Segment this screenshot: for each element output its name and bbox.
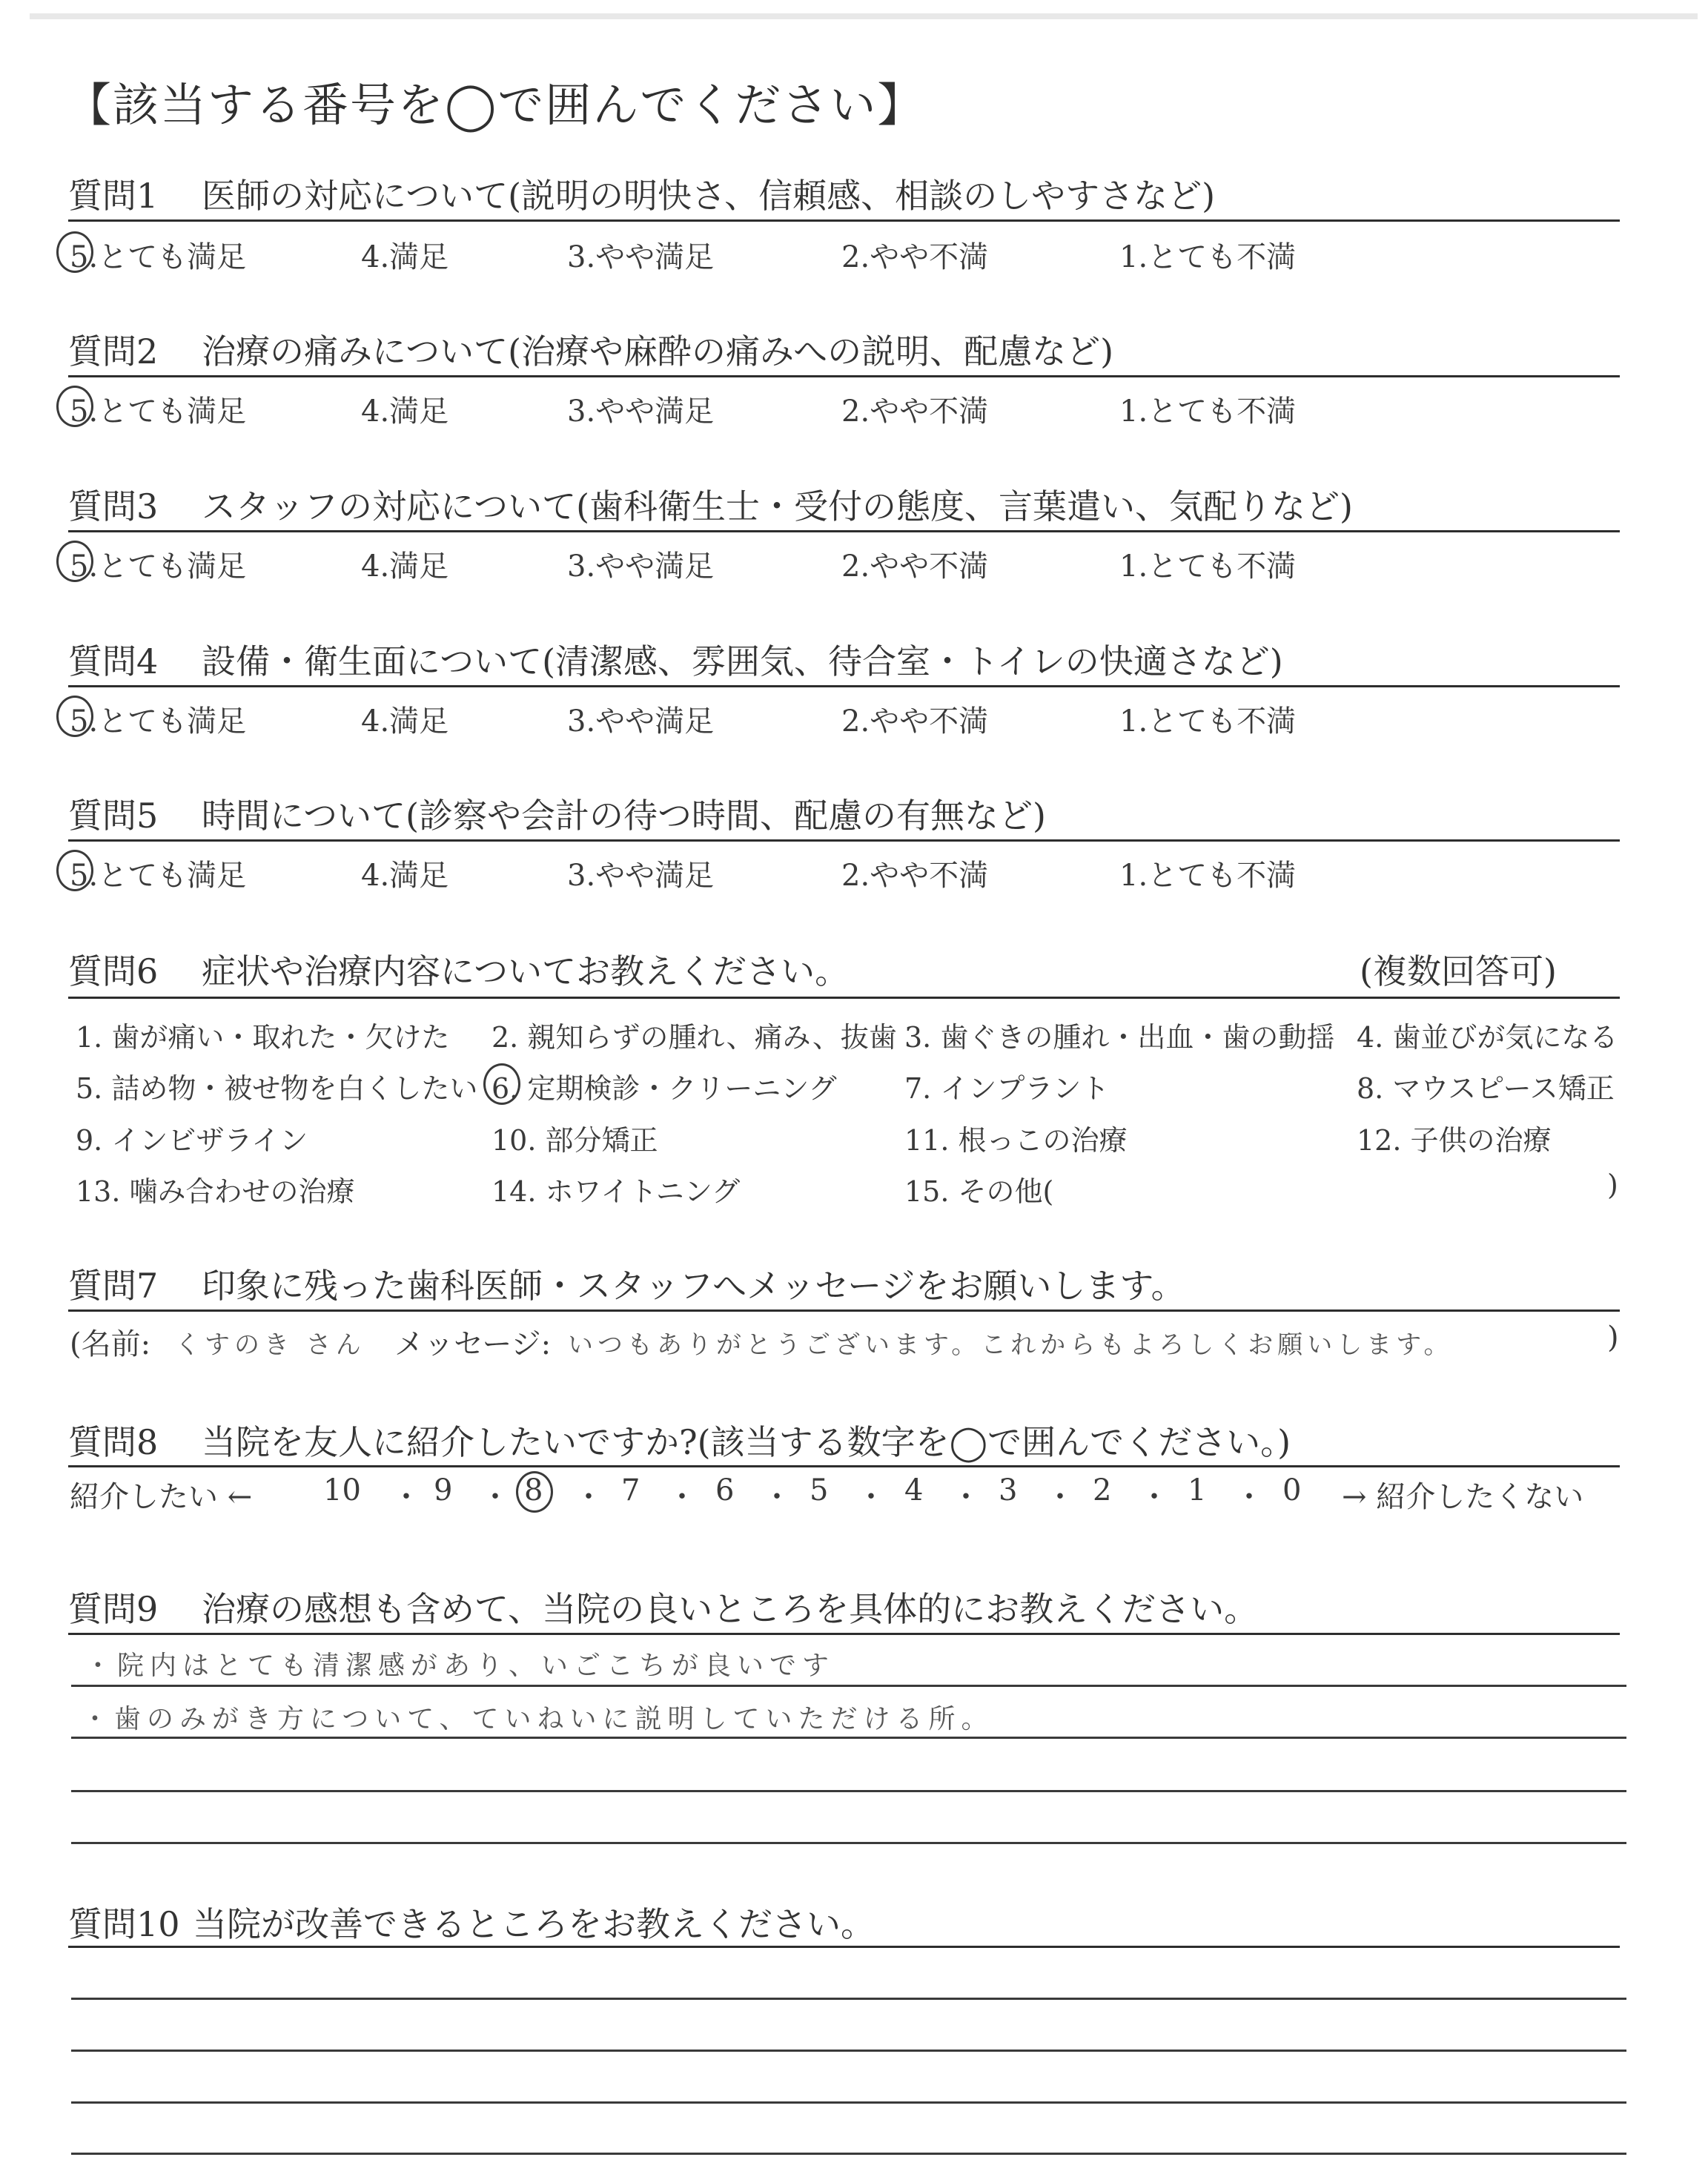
rule-line <box>68 1309 1620 1312</box>
option-4-q3[interactable]: 4.満足 <box>361 549 449 584</box>
rule-line <box>68 1465 1620 1467</box>
q6-option-8[interactable]: 8. マウスピース矯正 <box>1357 1072 1615 1105</box>
question-3-title <box>68 480 1353 529</box>
q6-option-13[interactable]: 13. 噛み合わせの治療 <box>76 1175 355 1208</box>
question-number: 質問3 <box>68 486 159 526</box>
answer-line <box>71 2153 1626 2155</box>
question-text: 当院を友人に紹介したいですか?(該当する数字を◯で囲んでください。) <box>202 1422 1291 1462</box>
option-4-q1[interactable]: 4.満足 <box>361 240 449 274</box>
score-separator: ・ <box>574 1480 603 1514</box>
option-1-q3[interactable]: 1.とても不満 <box>1119 549 1297 584</box>
option-2-q2[interactable]: 2.やや不満 <box>841 394 989 429</box>
question-2-title <box>68 325 1113 374</box>
score-1[interactable]: 1 <box>1188 1473 1207 1507</box>
scan-edge <box>30 13 1698 19</box>
option-5-q4[interactable]: 5.とても満足 <box>70 704 247 739</box>
score-4[interactable]: 4 <box>904 1473 924 1507</box>
q6-option-12[interactable]: 12. 子供の治療 <box>1357 1124 1552 1157</box>
question-6-title <box>68 945 849 994</box>
option-3-q1[interactable]: 3.やや満足 <box>567 240 715 274</box>
question-number: 質問4 <box>68 641 159 681</box>
score-separator: ・ <box>1139 1480 1169 1514</box>
multiple-answers-note: (複数回答可) <box>1360 951 1557 991</box>
score-separator: ・ <box>480 1480 510 1514</box>
score-8[interactable]: 8 <box>524 1473 543 1507</box>
q6-option-15[interactable]: 15. その他( <box>904 1175 1054 1208</box>
answer-line <box>71 1685 1626 1687</box>
question-7-title <box>68 1259 1185 1308</box>
answer-line <box>71 1998 1626 2000</box>
score-separator: ・ <box>856 1480 886 1514</box>
rule-line <box>68 1946 1620 1948</box>
recommend-left-label: 紹介したい ← <box>70 1480 253 1514</box>
option-3-q4[interactable]: 3.やや満足 <box>567 704 715 739</box>
question-text: 症状や治療内容についてお教えください。 <box>202 951 850 991</box>
q6-option-1[interactable]: 1. 歯が痛い・取れた・欠けた <box>76 1021 450 1054</box>
q6-other-close-paren: ) <box>1607 1169 1618 1201</box>
score-separator: ・ <box>762 1480 792 1514</box>
message-label: メッセージ: <box>394 1327 552 1361</box>
question-number: 質問1 <box>68 176 159 216</box>
question-text: 当院が改善できるところをお教えください。 <box>193 1904 875 1944</box>
answer-line <box>71 1790 1626 1792</box>
score-2[interactable]: 2 <box>1093 1473 1112 1507</box>
question-number: 質問5 <box>68 796 159 836</box>
option-2-q5[interactable]: 2.やや不満 <box>841 859 989 893</box>
form-header: 【該当する番号を◯で囲んでください】 <box>65 78 925 132</box>
question-text: スタッフの対応について(歯科衛生士・受付の態度、言葉遣い、気配りなど) <box>202 486 1353 526</box>
option-5-q2[interactable]: 5.とても満足 <box>70 394 247 429</box>
question-4-title <box>68 635 1283 684</box>
q6-option-5[interactable]: 5. 詰め物・被せ物を白くしたい <box>76 1072 478 1105</box>
rule-line <box>68 530 1620 532</box>
option-5-q3[interactable]: 5.とても満足 <box>70 549 247 584</box>
question-1-title <box>68 169 1215 218</box>
answer-line <box>71 2050 1626 2052</box>
option-1-q1[interactable]: 1.とても不満 <box>1119 240 1297 274</box>
q6-option-7[interactable]: 7. インプラント <box>904 1072 1110 1105</box>
score-7[interactable]: 7 <box>621 1473 640 1507</box>
score-separator: ・ <box>391 1480 421 1514</box>
q6-option-6[interactable]: 6. 定期検診・クリーニング <box>491 1072 837 1105</box>
score-9[interactable]: 9 <box>434 1473 453 1507</box>
q6-option-9[interactable]: 9. インビザライン <box>76 1124 308 1157</box>
question-8-title <box>68 1416 1291 1464</box>
rule-line <box>68 1633 1620 1635</box>
score-separator: ・ <box>951 1480 981 1514</box>
option-2-q1[interactable]: 2.やや不満 <box>841 240 989 274</box>
option-5-q1[interactable]: 5.とても満足 <box>70 240 247 274</box>
question-text: 治療の感想も含めて、当院の良いところを具体的にお教えください。 <box>202 1589 1259 1629</box>
question-text: 時間について(診察や会計の待つ時間、配慮の有無など) <box>202 796 1046 836</box>
option-4-q4[interactable]: 4.満足 <box>361 704 449 739</box>
option-4-q2[interactable]: 4.満足 <box>361 394 449 429</box>
score-6[interactable]: 6 <box>715 1473 735 1507</box>
score-separator: ・ <box>1045 1480 1075 1514</box>
question-number: 質問7 <box>68 1266 159 1306</box>
score-5[interactable]: 5 <box>810 1473 829 1507</box>
option-1-q4[interactable]: 1.とても不満 <box>1119 704 1297 739</box>
q9-answer-2[interactable]: ・歯のみがき方について、ていねいに説明していただける所。 <box>82 1704 994 1734</box>
question-text: 医師の対応について(説明の明快さ、信頼感、相談のしやすさなど) <box>202 176 1216 216</box>
q6-option-4[interactable]: 4. 歯並びが気になる <box>1357 1021 1618 1054</box>
score-10[interactable]: 10 <box>323 1473 361 1507</box>
option-3-q3[interactable]: 3.やや満足 <box>567 549 715 584</box>
score-separator: ・ <box>1234 1480 1264 1514</box>
q6-option-2[interactable]: 2. 親知らずの腫れ、痛み、抜歯 <box>491 1021 897 1054</box>
recommend-right-label: → 紹介したくない <box>1342 1480 1584 1514</box>
option-2-q4[interactable]: 2.やや不満 <box>841 704 989 739</box>
question-text: 治療の痛みについて(治療や麻酔の痛みへの説明、配慮など) <box>202 331 1114 371</box>
name-handwritten[interactable]: くすのき さん <box>175 1330 365 1360</box>
option-1-q5[interactable]: 1.とても不満 <box>1119 859 1297 893</box>
q6-option-14[interactable]: 14. ホワイトニング <box>491 1175 741 1208</box>
rule-line <box>68 219 1620 222</box>
question-number: 質問10 <box>68 1904 180 1944</box>
question-number: 質問6 <box>68 951 159 991</box>
answer-line <box>71 1737 1626 1739</box>
question-9-title <box>68 1582 1258 1631</box>
q6-option-10[interactable]: 10. 部分矯正 <box>491 1124 658 1157</box>
option-3-q5[interactable]: 3.やや満足 <box>567 859 715 893</box>
question-10-title <box>68 1898 875 1946</box>
q7-close-paren: ) <box>1607 1321 1619 1355</box>
score-separator: ・ <box>667 1480 697 1514</box>
q6-option-11[interactable]: 11. 根っこの治療 <box>904 1124 1128 1157</box>
question-text: 設備・衛生面について(清潔感、雰囲気、待合室・トイレの快適さなど) <box>202 641 1283 681</box>
message-handwritten[interactable]: いつもありがとうございます。これからもよろしくお願いします。 <box>568 1330 1454 1360</box>
rule-line <box>68 997 1620 999</box>
rule-line <box>68 839 1620 842</box>
option-2-q3[interactable]: 2.やや不満 <box>841 549 989 584</box>
q9-answer-1[interactable]: ・院内はとても清潔感があり、いごこちが良いです <box>85 1651 835 1681</box>
answer-line <box>71 1842 1626 1844</box>
option-3-q2[interactable]: 3.やや満足 <box>567 394 715 429</box>
score-3[interactable]: 3 <box>999 1473 1018 1507</box>
rule-line <box>68 375 1620 377</box>
answer-line <box>71 2101 1626 2104</box>
name-label: (名前: <box>70 1327 151 1361</box>
question-number: 質問2 <box>68 331 159 371</box>
question-number: 質問8 <box>68 1422 159 1462</box>
option-4-q5[interactable]: 4.満足 <box>361 859 449 893</box>
question-text: 印象に残った歯科医師・スタッフへメッセージをお願いします。 <box>202 1266 1185 1306</box>
rule-line <box>68 685 1620 687</box>
question-number: 質問9 <box>68 1589 159 1629</box>
option-1-q2[interactable]: 1.とても不満 <box>1119 394 1297 429</box>
score-0[interactable]: 0 <box>1282 1473 1302 1507</box>
question-5-title <box>68 789 1046 838</box>
option-5-q5[interactable]: 5.とても満足 <box>70 859 247 893</box>
q6-option-3[interactable]: 3. 歯ぐきの腫れ・出血・歯の動揺 <box>904 1021 1335 1054</box>
